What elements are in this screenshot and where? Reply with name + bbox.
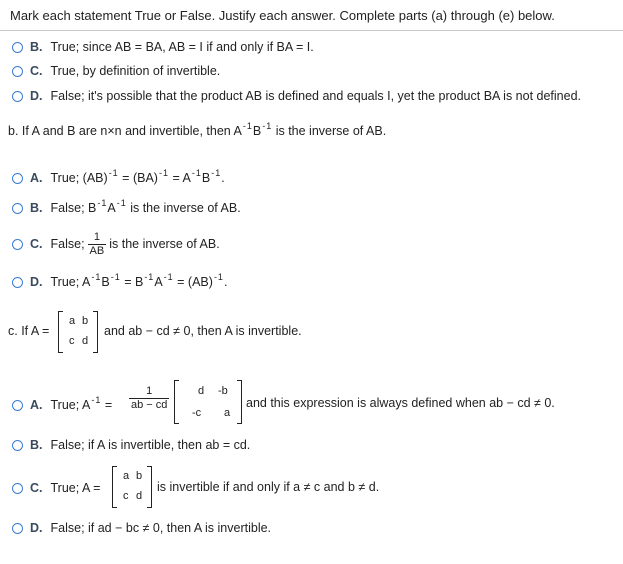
radio-button[interactable]: [12, 173, 23, 184]
matrix-option-c: a b c d: [112, 466, 152, 508]
part-b-option-c[interactable]: C. False; $\frac{1}{AB}$ is the inverse of AB.: [12, 230, 220, 258]
radio-button[interactable]: [12, 523, 23, 534]
instructions-bar: [0, 0, 623, 31]
radio-button[interactable]: [12, 277, 23, 288]
part-a-option-b[interactable]: B. True; since AB = BA, AB = I if and only if BA = I.: [12, 38, 314, 56]
part-b-option-b[interactable]: B. False; $B^{-1}A^{-1}$ is the inverse of AB.: [12, 199, 241, 217]
part-b-option-d[interactable]: D. True; $A^{-1}B^{-1} = B^{-1}A^{-1} = (AB)^{-1}$.: [12, 273, 227, 291]
part-a-option-d[interactable]: D. False; it's possible that the product AB is defined and equals I, yet the product BA is not defined.: [12, 87, 581, 105]
radio-button[interactable]: [12, 66, 23, 77]
part-c-option-d[interactable]: D. False; if ad − bc ≠ 0, then A is invertible.: [12, 519, 271, 537]
part-c-option-b[interactable]: B. False; if A is invertible, then ab = cd.: [12, 436, 250, 454]
fraction: $\frac{1}{AB}$: [89, 230, 105, 257]
radio-button[interactable]: [12, 42, 23, 53]
part-c-question-post: and ab − cd ≠ 0, then A is invertible.: [104, 324, 302, 338]
part-b-option-a[interactable]: A. True; $(AB)^{-1} = (BA)^{-1} = A^{-1}B^{-1}$.: [12, 169, 225, 187]
part-c-option-c-tail: is invertible if and only if a ≠ c and b ≠ d.: [157, 480, 380, 494]
instructions-text: Mark each statement True or False. Justify each answer. Complete parts (a) through (e) below.: [10, 8, 555, 23]
inverse-fraction: $\frac{1}{ab - cd}$: [131, 385, 168, 411]
part-a-option-c[interactable]: C. True, by definition of invertible.: [12, 62, 220, 80]
radio-button[interactable]: [12, 483, 23, 494]
part-c-option-c[interactable]: C. True; A =: [12, 479, 100, 497]
radio-button[interactable]: [12, 440, 23, 451]
adjugate-matrix: d -b -c a: [174, 380, 242, 424]
matrix-a: a b c d: [58, 311, 98, 353]
radio-button[interactable]: [12, 91, 23, 102]
radio-button[interactable]: [12, 239, 23, 250]
radio-button[interactable]: [12, 203, 23, 214]
part-c-option-a-tail: and this expression is always defined when ab − cd ≠ 0.: [246, 396, 555, 410]
part-b-question: b. If A and B are n×n and invertible, then $A^{-1}B^{-1}$ is the inverse of AB.: [8, 121, 387, 138]
part-c-question-pre: c. If A =: [8, 324, 50, 338]
part-c-option-a[interactable]: A. True; $A^{-1}$ =: [12, 396, 112, 414]
radio-button[interactable]: [12, 400, 23, 411]
